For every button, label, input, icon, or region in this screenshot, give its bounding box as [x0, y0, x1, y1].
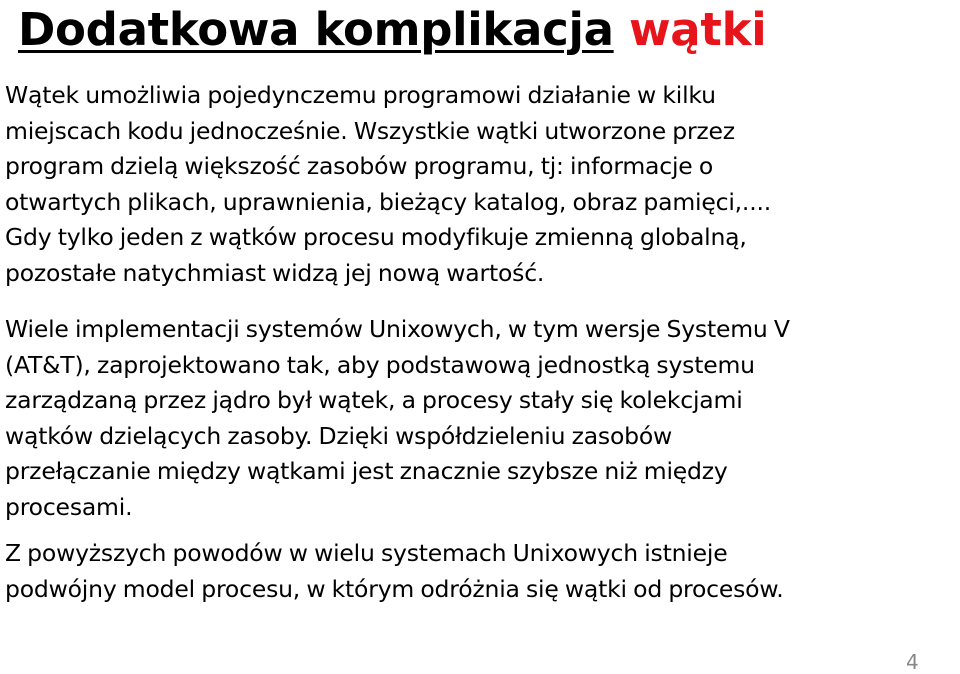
text-line: podwójny model procesu, w którym odróżnia się wątki od procesów.	[5, 574, 784, 603]
text-line: wątków dzielących zasoby. Dzięki współdzieleniu zasobów	[5, 421, 673, 450]
text-line: przełączanie między wątkami jest znacznie szybsze niż między	[5, 457, 728, 486]
slide-title-accent: wątki	[629, 3, 767, 56]
text-line: miejscach kodu jednocześnie. Wszystkie wątki utworzone przez	[5, 116, 735, 145]
text-line: zarządzaną przez jądro był wątek, a procesy stały się kolekcjami	[5, 386, 743, 415]
text-line: otwartych plikach, uprawnienia, bieżący katalog, obraz pamięci,....	[5, 187, 772, 216]
paragraph-dual-process-model	[5, 536, 960, 607]
paragraph-unix-implementations	[5, 312, 960, 526]
page-number: 4	[906, 650, 919, 674]
slide-title-main: Dodatkowa komplikacja	[18, 3, 614, 56]
text-line: Gdy tylko jeden z wątków procesu modyfikuje zmienną globalną,	[5, 223, 747, 252]
text-line: pozostałe natychmiast widzą jej nową wartość.	[5, 258, 545, 287]
text-line: Wątek umożliwia pojedynczemu programowi działanie w kilku	[5, 81, 716, 109]
text-line: program dzielą większość zasobów programu, tj: informacje o	[5, 152, 714, 181]
text-line: (AT&T), zaprojektowano tak, aby podstawową jednostką systemu	[5, 350, 755, 379]
text-line: Z powyższych powodów w wielu systemach Unixowych istnieje	[5, 539, 728, 567]
slide-title	[18, 2, 766, 58]
paragraph-threads-intro	[5, 78, 960, 292]
text-line: procesami.	[5, 492, 133, 521]
text-line: Wiele implementacji systemów Unixowych, w tym wersje Systemu V	[5, 315, 790, 343]
